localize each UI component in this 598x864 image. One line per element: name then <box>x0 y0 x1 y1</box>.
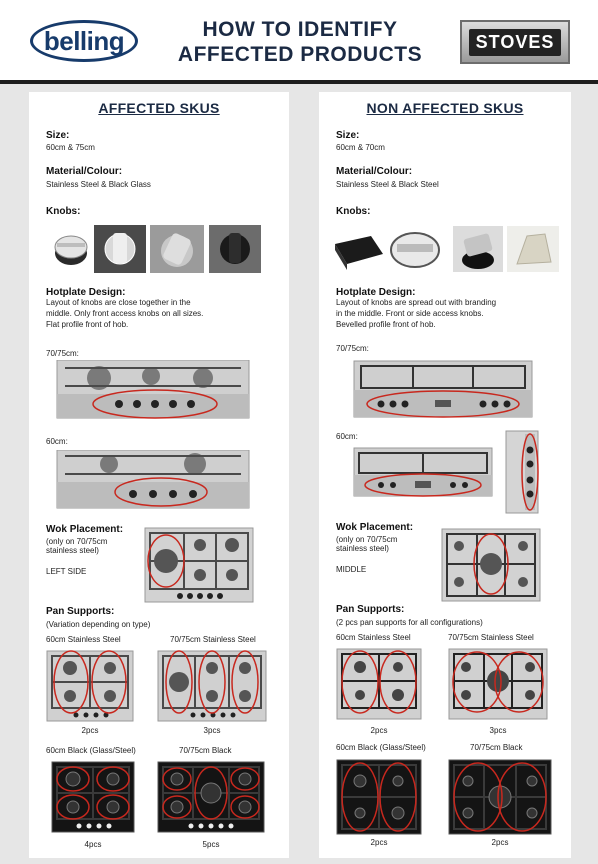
knob-silver-round-icon <box>55 236 87 265</box>
material-value: Stainless Steel & Black Glass <box>46 180 151 189</box>
hotplate-line-1: Layout of knobs are close together in the <box>46 298 191 307</box>
wok-hob-affected <box>144 527 254 603</box>
pan-count-4: 2pcs <box>491 838 509 847</box>
belling-logo-text: belling <box>43 25 125 56</box>
material-value: Stainless Steel & Black Steel <box>336 180 439 189</box>
wok-position: LEFT SIDE <box>46 567 87 576</box>
size-7075-label: 70/75cm: <box>336 344 369 353</box>
non-affected-panel <box>319 92 571 858</box>
page-header <box>0 0 598 80</box>
wok-label: Wok Placement: <box>336 522 414 533</box>
pan-note: (2 pcs pan supports for all configurations) <box>336 618 483 627</box>
pan-count-1: 2pcs <box>81 726 99 735</box>
hob-7075-affected <box>55 360 251 420</box>
knob-chrome-icon <box>94 225 146 273</box>
pan-count-2: 3pcs <box>489 726 507 735</box>
size-60-label: 60cm: <box>336 432 358 441</box>
pan-label: Pan Supports: <box>46 606 115 617</box>
knob-silver-disc-icon <box>391 233 439 267</box>
wok-position: MIDDLE <box>336 565 367 574</box>
hotplate-line-3: Bevelled profile front of hob. <box>336 320 436 329</box>
pan-label-2: 70/75cm Stainless Steel <box>448 633 534 642</box>
pan-7075-black <box>448 759 552 835</box>
hotplate-label: Hotplate Design: <box>46 287 126 298</box>
pan-label-4: 70/75cm Black <box>179 746 232 755</box>
size-value: 60cm & 70cm <box>336 143 385 152</box>
knobs-label: Knobs: <box>46 206 81 217</box>
hob-side-knobs <box>505 430 539 514</box>
hotplate-line-3: Flat profile front of hob. <box>46 320 129 329</box>
wok-note-2: stainless steel) <box>46 546 99 555</box>
title-line-2: AFFECTED PRODUCTS <box>177 43 423 66</box>
pan-label-2: 70/75cm Stainless Steel <box>170 635 256 644</box>
stoves-logo <box>460 20 570 64</box>
stoves-logo-text: STOVES <box>469 29 562 56</box>
hotplate-line-2: middle. Only front access knobs on all sizes. <box>46 309 204 318</box>
pan-60-black <box>336 759 422 835</box>
knob-cream-icon <box>507 226 559 272</box>
knob-black-icon <box>209 225 261 273</box>
non-affected-heading: NON AFFECTED SKUS <box>366 100 524 116</box>
pan-count-1: 2pcs <box>370 726 388 735</box>
pan-60-black <box>51 761 135 833</box>
pan-note: (Variation depending on type) <box>46 620 151 629</box>
hob-60-non-affected <box>353 447 493 497</box>
size-label: Size: <box>46 130 70 141</box>
size-60-label: 60cm: <box>46 437 68 446</box>
knob-photos <box>49 225 261 273</box>
wok-label: Wok Placement: <box>46 524 124 535</box>
pan-label: Pan Supports: <box>336 604 405 615</box>
hotplate-label: Hotplate Design: <box>336 287 416 298</box>
pan-count-3: 2pcs <box>370 838 388 847</box>
hotplate-line-2: in the middle. Front or side access knobs. <box>336 309 484 318</box>
affected-heading: AFFECTED SKUS <box>98 100 220 116</box>
title-line-1: HOW TO IDENTIFY <box>202 18 398 41</box>
wok-note-1: (only on 70/75cm <box>336 535 398 544</box>
wok-hob-non-affected <box>441 528 541 602</box>
knob-photos <box>331 224 561 274</box>
size-label: Size: <box>336 130 360 141</box>
pan-label-1: 60cm Stainless Steel <box>46 635 121 644</box>
knobs-label: Knobs: <box>336 206 371 217</box>
affected-panel <box>29 92 289 858</box>
pan-count-2: 3pcs <box>203 726 221 735</box>
material-label: Material/Colour: <box>46 166 123 177</box>
hob-60-affected <box>55 450 251 510</box>
wok-note-1: (only on 70/75cm <box>46 537 108 546</box>
pan-7075-steel <box>157 650 267 722</box>
knob-steel-black-base-icon <box>453 226 503 272</box>
pan-60-steel <box>336 648 422 720</box>
hotplate-line-1: Layout of knobs are spread out with branding <box>336 298 497 307</box>
pan-7075-steel <box>448 648 548 720</box>
wok-note-2: stainless steel) <box>336 544 389 553</box>
pan-label-3: 60cm Black (Glass/Steel) <box>46 746 136 755</box>
size-value: 60cm & 75cm <box>46 143 95 152</box>
knob-brushed-icon <box>150 225 204 273</box>
pan-60-steel <box>46 650 134 722</box>
pan-label-3: 60cm Black (Glass/Steel) <box>336 743 426 752</box>
belling-logo <box>30 20 138 62</box>
pan-count-4: 5pcs <box>202 840 220 849</box>
pan-7075-black <box>157 761 265 833</box>
knob-black-wedge-icon <box>335 236 383 270</box>
material-label: Material/Colour: <box>336 166 413 177</box>
size-7075-label: 70/75cm: <box>46 349 79 358</box>
page-title <box>150 17 450 67</box>
hob-7075-non-affected <box>353 360 533 418</box>
pan-label-4: 70/75cm Black <box>470 743 523 752</box>
pan-count-3: 4pcs <box>84 840 102 849</box>
pan-label-1: 60cm Stainless Steel <box>336 633 411 642</box>
